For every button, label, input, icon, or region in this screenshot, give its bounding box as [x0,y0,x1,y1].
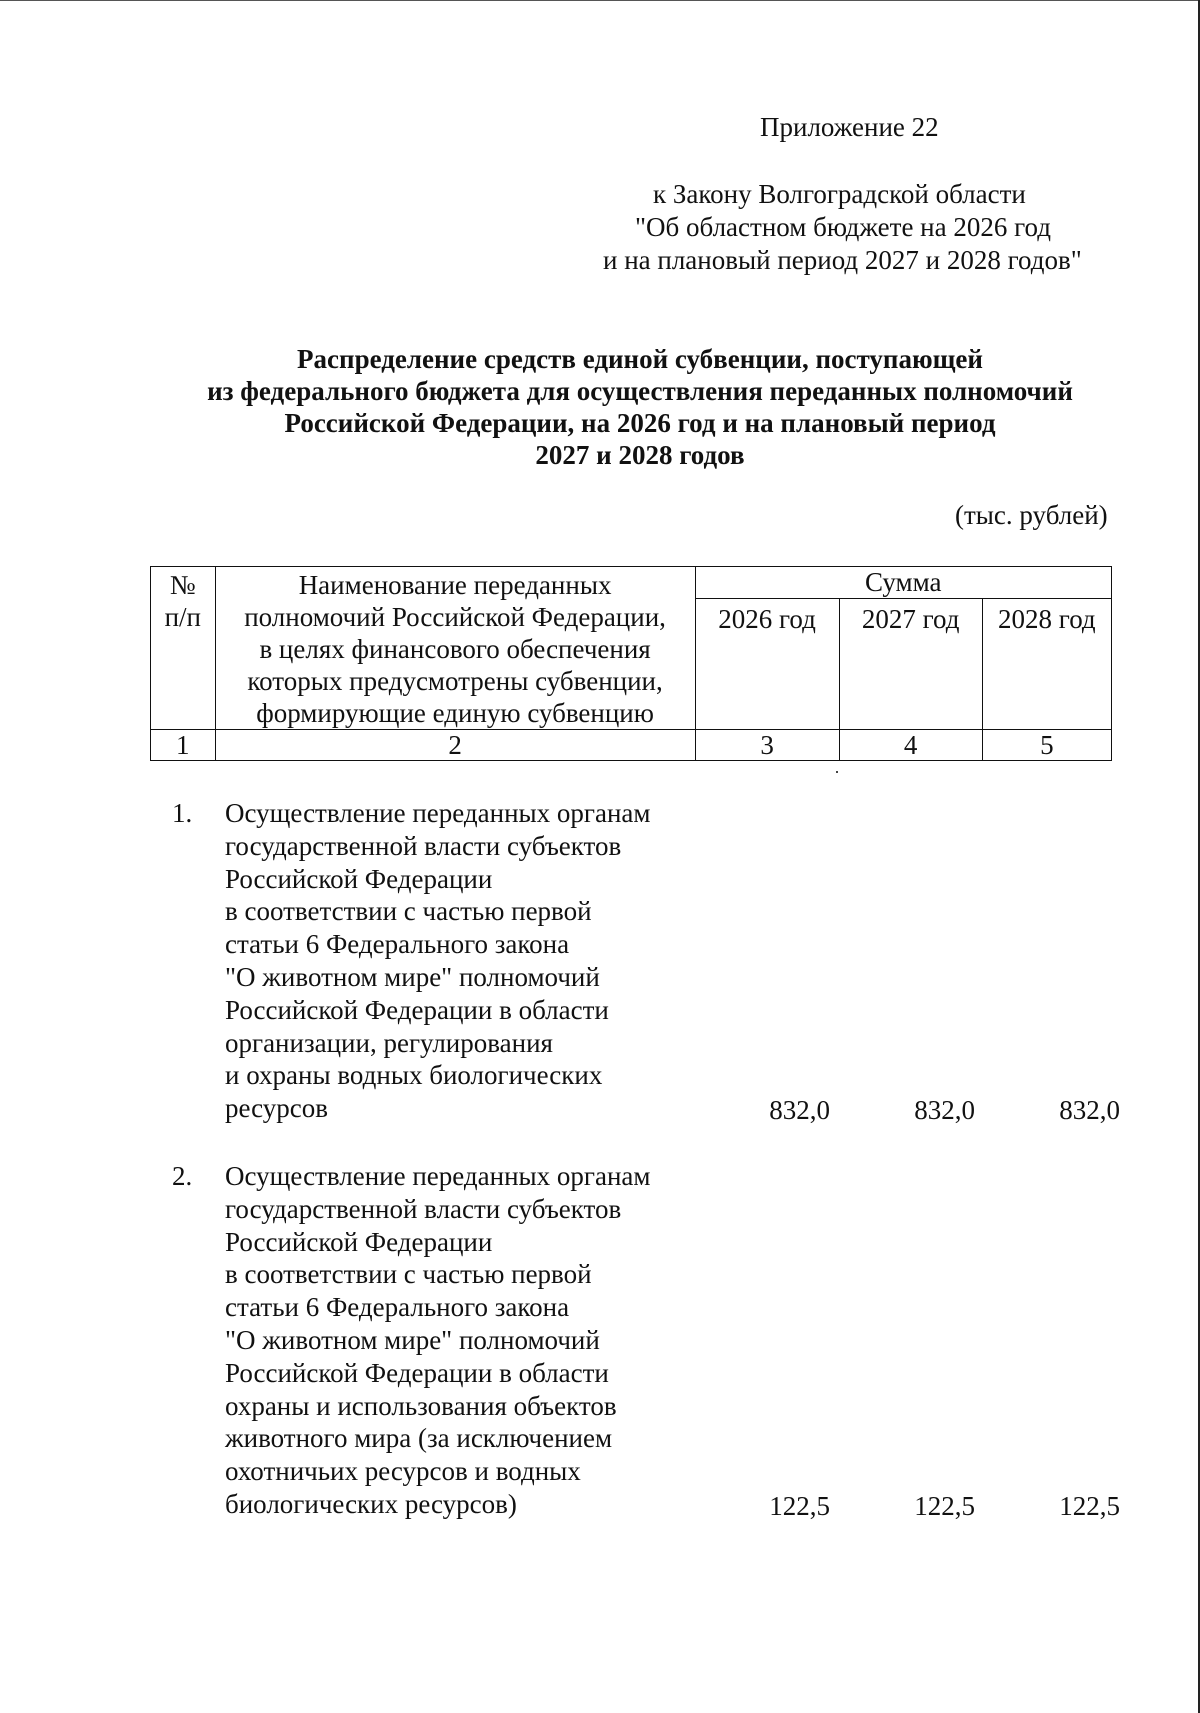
header-text: Наименование переданных [298,570,612,600]
table-row [150,797,1120,1137]
law-reference-line: к Закону Волгоградской области [653,179,1026,209]
year-header: 2027 год [839,598,982,729]
column-index: 4 [839,730,982,761]
column-number-header [151,567,216,730]
value-2026: 832,0 [769,1095,830,1125]
title-line: из федерального бюджета для осуществления переданных полномочий [207,376,1073,406]
row-name-line: организации, регулирования [225,1027,553,1058]
law-reference-line: и на плановый период 2027 и 2028 годов" [603,245,1082,275]
row-name-line: статьи 6 Федерального закона [225,1292,570,1323]
row-name-line: Российской Федерации в области [225,994,609,1025]
value-2027: 832,0 [914,1095,975,1125]
row-name-line: "О животном мире" полномочий [225,961,600,992]
title-line: 2027 и 2028 годов [535,440,745,470]
row-name [225,797,695,1125]
column-index: 1 [151,730,216,761]
year-header: 2026 год [695,598,839,729]
law-reference-line: "Об областном бюджете на 2026 год [635,212,1051,242]
value-2028: 122,5 [1059,1491,1120,1521]
row-name-line: "О животном мире" полномочий [225,1324,600,1355]
scan-speck [836,771,838,773]
row-name-line: животного мира (за исключением [225,1423,613,1454]
row-name-line: Осуществление переданных органам [225,798,651,828]
row-name-line: в соответствии с частью первой [225,896,592,927]
row-name-line: Российской Федерации в области [225,1357,609,1388]
header-text: полномочий Российской Федерации, [244,602,666,632]
column-index: 2 [215,730,695,761]
row-name-line: охотничьих ресурсов и водных [225,1456,581,1487]
scan-edge-top [0,0,1200,1]
appendix-label: Приложение 22 [760,112,939,142]
value-2028: 832,0 [1059,1095,1120,1125]
row-name-line: ресурсов [225,1093,329,1124]
table-row [150,1160,1120,1530]
row-name [225,1160,695,1521]
header-text: № [169,570,196,600]
row-index: 1. [172,798,193,828]
row-name-line: Российской Федерации [225,863,493,894]
header-text: в целях финансового обеспечения [259,634,651,664]
title-line: Российской Федерации, на 2026 год и на плановый период [284,408,996,438]
value-2026: 122,5 [769,1491,830,1521]
column-sum-header: Сумма [695,567,1111,599]
row-name-line: государственной власти субъектов [225,1193,622,1224]
units-label: (тыс. рублей) [955,500,1108,530]
row-name-line: биологических ресурсов) [225,1488,517,1519]
column-index: 5 [982,730,1111,761]
row-name-line: статьи 6 Федерального закона [225,929,570,960]
header-text: которых предусмотрены субвенции, [247,666,663,696]
row-name-line: Российской Федерации [225,1226,493,1257]
row-name-line: в соответствии с частью первой [225,1259,592,1290]
document-title [140,343,1140,471]
row-name-line: Осуществление переданных органам [225,1161,651,1191]
column-name-header [215,567,695,730]
title-line: Распределение средств единой субвенции, поступающей [297,344,983,374]
row-name-line: охраны и использования объектов [225,1390,617,1421]
row-name-line: и охраны водных биологических [225,1060,603,1091]
header-text: формирующие единую субвенцию [256,698,654,728]
row-name-line: государственной власти субъектов [225,830,622,861]
law-reference [560,178,1120,277]
value-2027: 122,5 [914,1491,975,1521]
row-index: 2. [172,1161,193,1191]
column-index: 3 [695,730,839,761]
table-header [150,566,1112,761]
year-header: 2028 год [982,598,1111,729]
header-text: п/п [164,602,201,632]
